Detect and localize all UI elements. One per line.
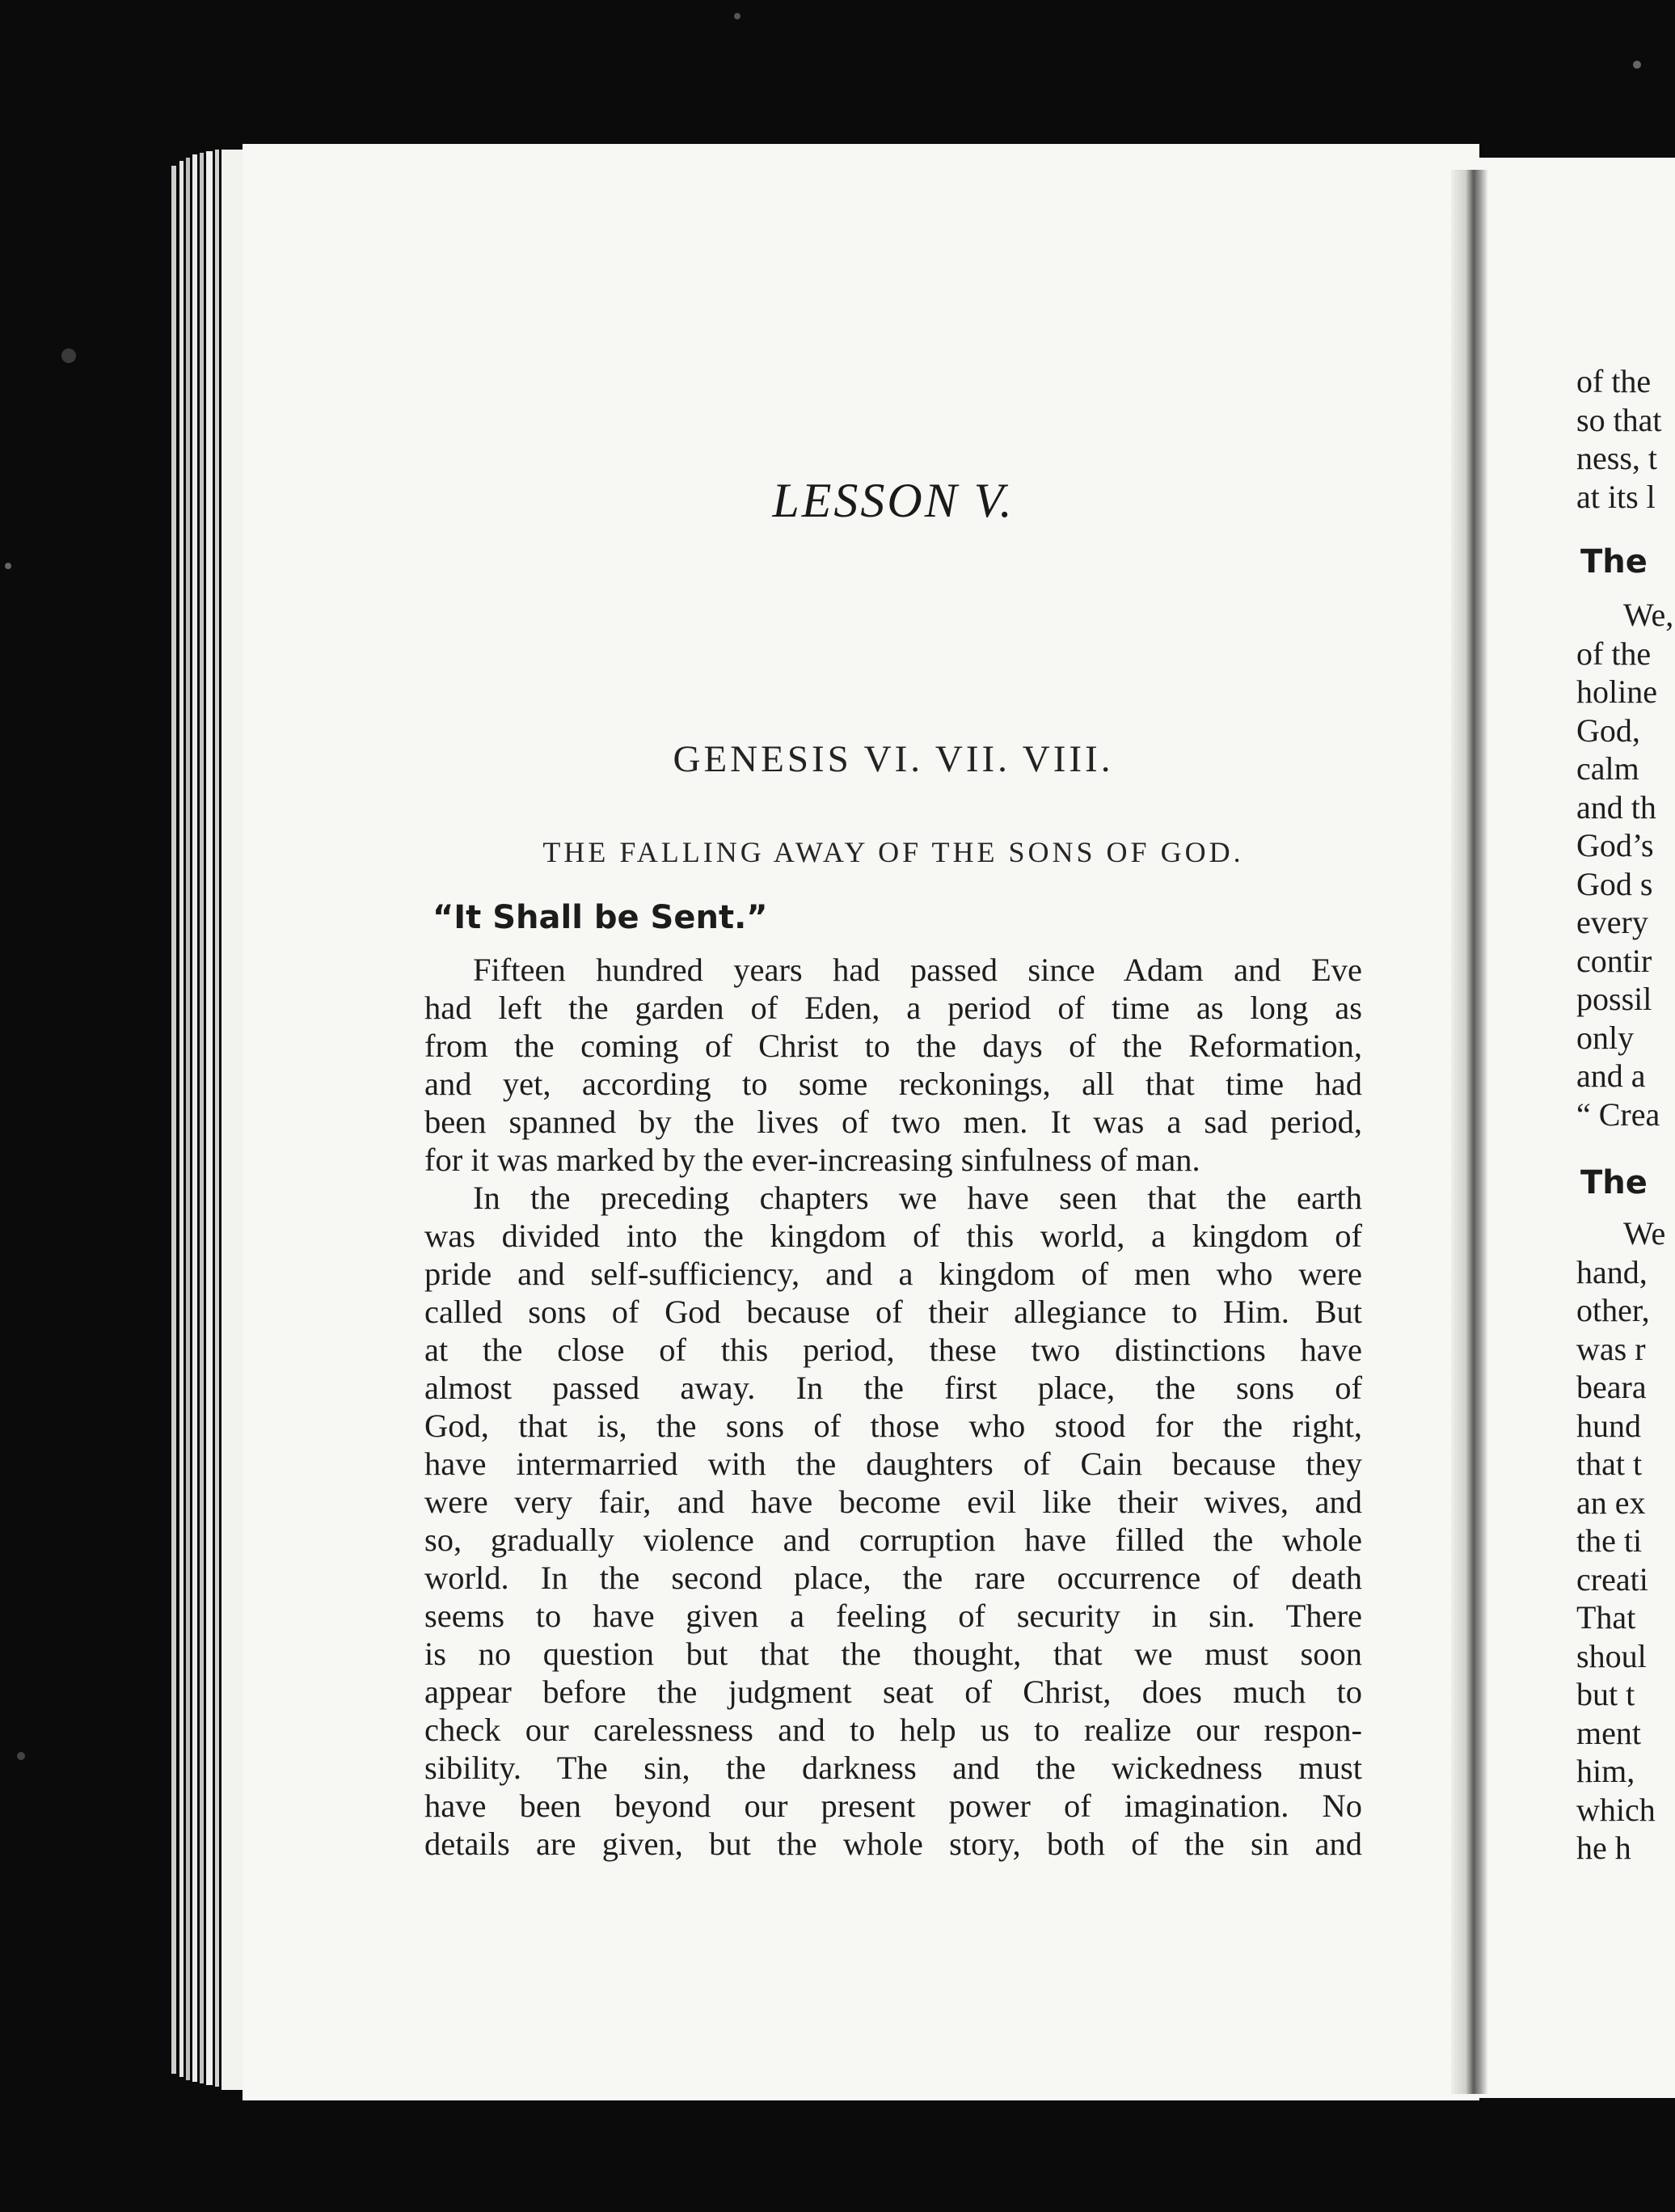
text-line: so, gradually violence and corruption have filled the whole — [424, 1522, 1362, 1558]
text-line: pride and self-sufficiency, and a kingdom of men who were — [424, 1256, 1362, 1292]
right-page-heading-1: The — [1580, 543, 1648, 580]
text-line: called sons of God because of their allegiance to Him. But — [424, 1294, 1362, 1330]
lesson-title: LESSON V. — [772, 474, 1015, 527]
text-fragment: ness, t — [1576, 440, 1657, 476]
text-fragment: shoul — [1576, 1637, 1647, 1674]
text-line: almost passed away. In the first place, the sons of — [424, 1370, 1362, 1406]
text-line: details are given, but the whole story, both of the sin and — [424, 1826, 1362, 1862]
text-line: for it was marked by the ever-increasing sinfulness of man. — [424, 1142, 1200, 1178]
dust-speck — [1633, 61, 1641, 69]
text-fragment: other, — [1576, 1292, 1650, 1328]
text-fragment: ment — [1576, 1714, 1641, 1751]
text-fragment: holine — [1576, 673, 1657, 710]
text-line: God, that is, the sons of those who stood for the right, — [424, 1408, 1362, 1444]
right-page-heading-2: The — [1580, 1164, 1648, 1201]
text-fragment: which — [1576, 1791, 1656, 1828]
text-line: been spanned by the lives of two men. It was a sad period, — [424, 1104, 1362, 1140]
text-fragment: “ Crea — [1576, 1095, 1660, 1133]
text-fragment: but t — [1576, 1676, 1635, 1712]
text-fragment: hand, — [1576, 1253, 1648, 1290]
text-fragment: God, — [1576, 711, 1640, 749]
text-fragment: so that — [1576, 401, 1662, 438]
page-edge-stack — [162, 150, 251, 2106]
text-fragment: him, — [1576, 1753, 1635, 1789]
text-fragment: every — [1576, 904, 1648, 940]
text-line: world. In the second place, the rare occurrence of death — [424, 1560, 1362, 1596]
text-line: seems to have given a feeling of security in sin. There — [424, 1598, 1362, 1634]
text-line: In the preceding chapters we have seen that the earth — [473, 1180, 1362, 1216]
right-page-text-middle — [1576, 596, 1675, 1133]
book-spine-gutter — [1451, 170, 1487, 2094]
text-fragment: that t — [1576, 1446, 1643, 1482]
text-line: is no question but that the thought, that we must soon — [424, 1636, 1362, 1672]
text-line: appear before the judgment seat of Christ, does much to — [424, 1674, 1362, 1710]
text-fragment: beara — [1576, 1369, 1647, 1405]
text-fragment: That — [1576, 1599, 1636, 1636]
text-line: and yet, according to some reckonings, all that time had — [424, 1066, 1362, 1102]
section-heading: “It Shall be Sent.” — [432, 899, 768, 936]
text-fragment: contir — [1576, 942, 1652, 979]
text-line: have been beyond our present power of imagination. No — [424, 1788, 1362, 1824]
paragraph-2 — [424, 1179, 1362, 1863]
text-fragment: hund — [1576, 1407, 1641, 1444]
text-fragment: We — [1623, 1215, 1666, 1252]
right-page-text-top — [1576, 362, 1675, 516]
text-fragment: he h — [1576, 1830, 1631, 1866]
right-page-text-bottom — [1576, 1214, 1675, 1868]
text-fragment: an ex — [1576, 1484, 1646, 1521]
text-line: sibility. The sin, the darkness and the wickedness must — [424, 1750, 1362, 1786]
dust-speck — [17, 1752, 25, 1760]
text-line: was divided into the kingdom of this world, a kingdom of — [424, 1218, 1362, 1254]
dust-speck — [61, 348, 76, 363]
chapter-reference: GENESIS VI. VII. VIII. — [673, 738, 1114, 780]
text-fragment: God s — [1576, 865, 1653, 902]
text-line: have intermarried with the daughters of Cain because they — [424, 1446, 1362, 1482]
text-fragment: the ti — [1576, 1522, 1643, 1559]
text-fragment: was r — [1576, 1330, 1646, 1367]
text-fragment: possil — [1576, 981, 1652, 1017]
paragraph-1 — [424, 951, 1362, 1179]
dust-speck — [5, 563, 11, 569]
text-line: check our carelessness and to help us to realize our respon- — [424, 1712, 1362, 1748]
lesson-subtitle: THE FALLING AWAY OF THE SONS OF GOD. — [542, 836, 1244, 868]
text-fragment: of the — [1576, 635, 1652, 672]
text-line: at the close of this period, these two distinctions have — [424, 1332, 1362, 1368]
text-fragment: creati — [1576, 1560, 1648, 1598]
text-fragment: and th — [1576, 788, 1656, 825]
dust-speck — [734, 13, 740, 19]
text-fragment: at its l — [1576, 478, 1656, 515]
text-line: from the coming of Christ to the days of the Reformation, — [424, 1028, 1362, 1064]
text-line: were very fair, and have become evil like their wives, and — [424, 1484, 1362, 1520]
text-fragment: calm — [1576, 750, 1639, 787]
text-fragment: We, — [1623, 597, 1674, 633]
text-line: Fifteen hundred years had passed since Adam and Eve — [473, 952, 1362, 988]
text-fragment: and a — [1576, 1057, 1646, 1094]
text-fragment: of the — [1576, 363, 1652, 399]
text-line: had left the garden of Eden, a period of time as long as — [424, 990, 1362, 1026]
text-fragment: God’s — [1576, 827, 1654, 863]
text-fragment: only — [1576, 1019, 1635, 1056]
